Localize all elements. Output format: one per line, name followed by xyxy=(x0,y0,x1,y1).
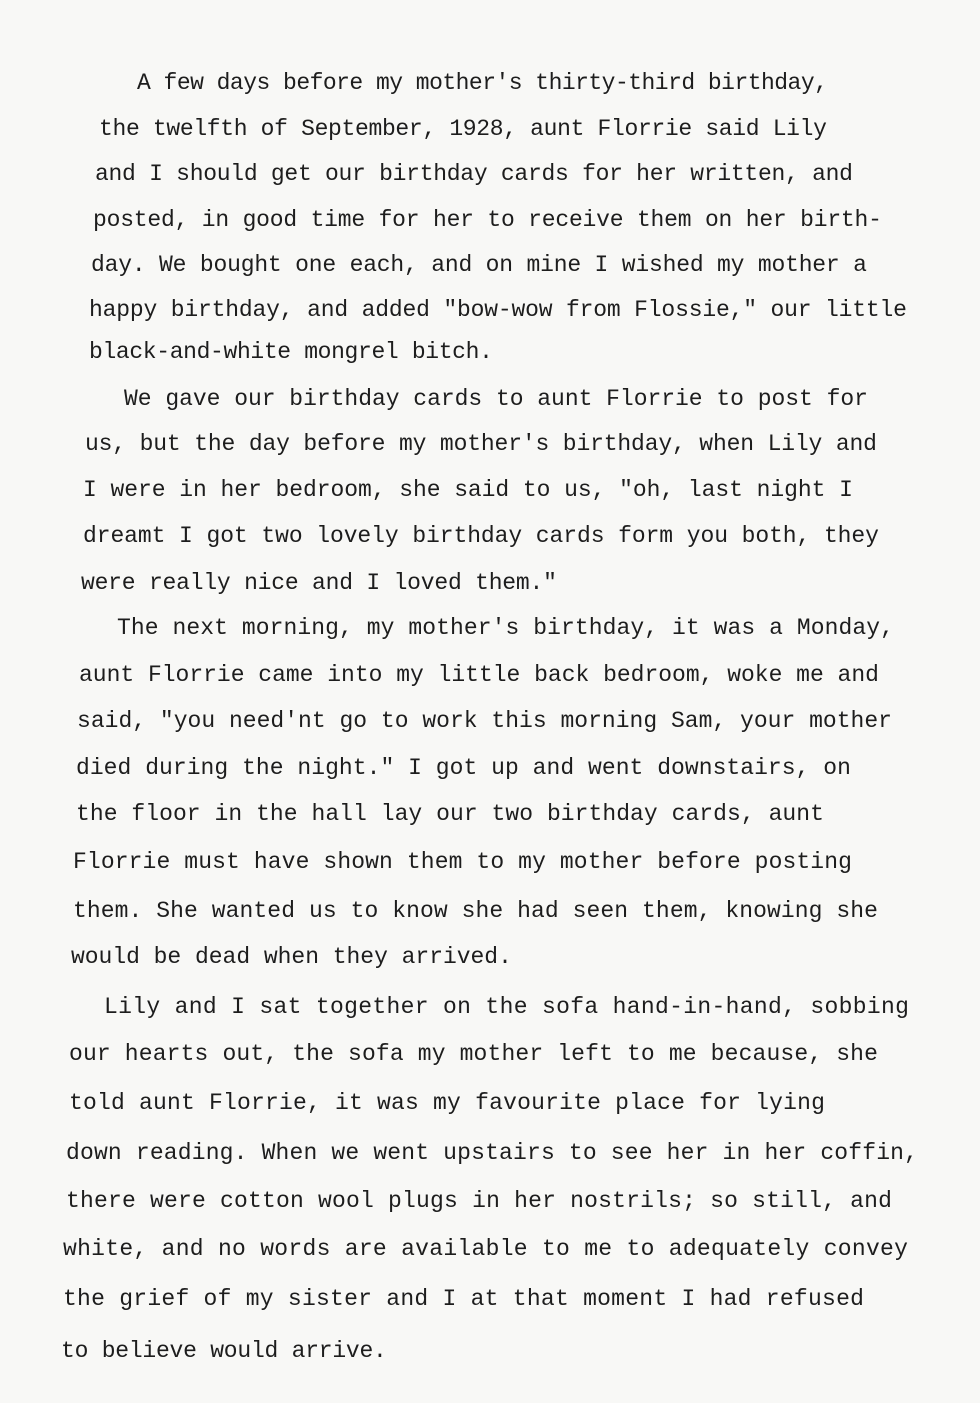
text-line: were really nice and I loved them." xyxy=(81,570,557,596)
text-line: black-and-white mongrel bitch. xyxy=(89,339,493,365)
text-line: them. She wanted us to know she had seen them, knowing she xyxy=(73,898,879,924)
text-line: A few days before my mother's thirty-third birthday, xyxy=(137,70,828,96)
text-line: the twelfth of September, 1928, aunt Florrie said Lily xyxy=(99,116,827,142)
text-line: day. We bought one each, and on mine I wished my mother a xyxy=(91,252,867,278)
text-line: The next morning, my mother's birthday, it was a Monday, xyxy=(117,615,894,641)
text-line: Florrie must have shown them to my mother before posting xyxy=(73,849,853,875)
text-line: dreamt I got two lovely birthday cards form you both, they xyxy=(83,523,879,549)
text-line: there were cotton wool plugs in her nostrils; so still, and xyxy=(66,1188,893,1214)
text-line: died during the night." I got up and went downstairs, on xyxy=(76,755,851,781)
text-line: and I should get our birthday cards for her written, and xyxy=(95,161,853,187)
text-line: down reading. When we went upstairs to see her in her coffin, xyxy=(66,1140,919,1166)
text-line: posted, in good time for her to receive them on her birth- xyxy=(93,207,882,233)
text-line: the grief of my sister and I at that moment I had refused xyxy=(63,1286,865,1312)
text-line: to believe would arrive. xyxy=(61,1338,387,1364)
text-line: would be dead when they arrived. xyxy=(71,944,512,970)
text-line: the floor in the hall lay our two birthday cards, aunt xyxy=(76,801,824,827)
text-line: told aunt Florrie, it was my favourite place for lying xyxy=(69,1090,826,1116)
text-line: I were in her bedroom, she said to us, "oh, last night I xyxy=(83,477,853,503)
text-line: aunt Florrie came into my little back bedroom, woke me and xyxy=(79,662,879,688)
text-line: us, but the day before my mother's birthday, when Lily and xyxy=(85,431,877,457)
text-line: our hearts out, the sofa my mother left to me because, she xyxy=(69,1041,879,1067)
text-line: happy birthday, and added "bow-wow from Flossie," our little xyxy=(89,297,907,323)
text-line: Lily and I sat together on the sofa hand-in-hand, sobbing xyxy=(104,994,910,1020)
text-line: We gave our birthday cards to aunt Florrie to post for xyxy=(124,386,868,412)
text-line: said, "you need'nt go to work this morning Sam, your mother xyxy=(77,708,892,734)
text-line: white, and no words are available to me to adequately convey xyxy=(63,1236,909,1262)
